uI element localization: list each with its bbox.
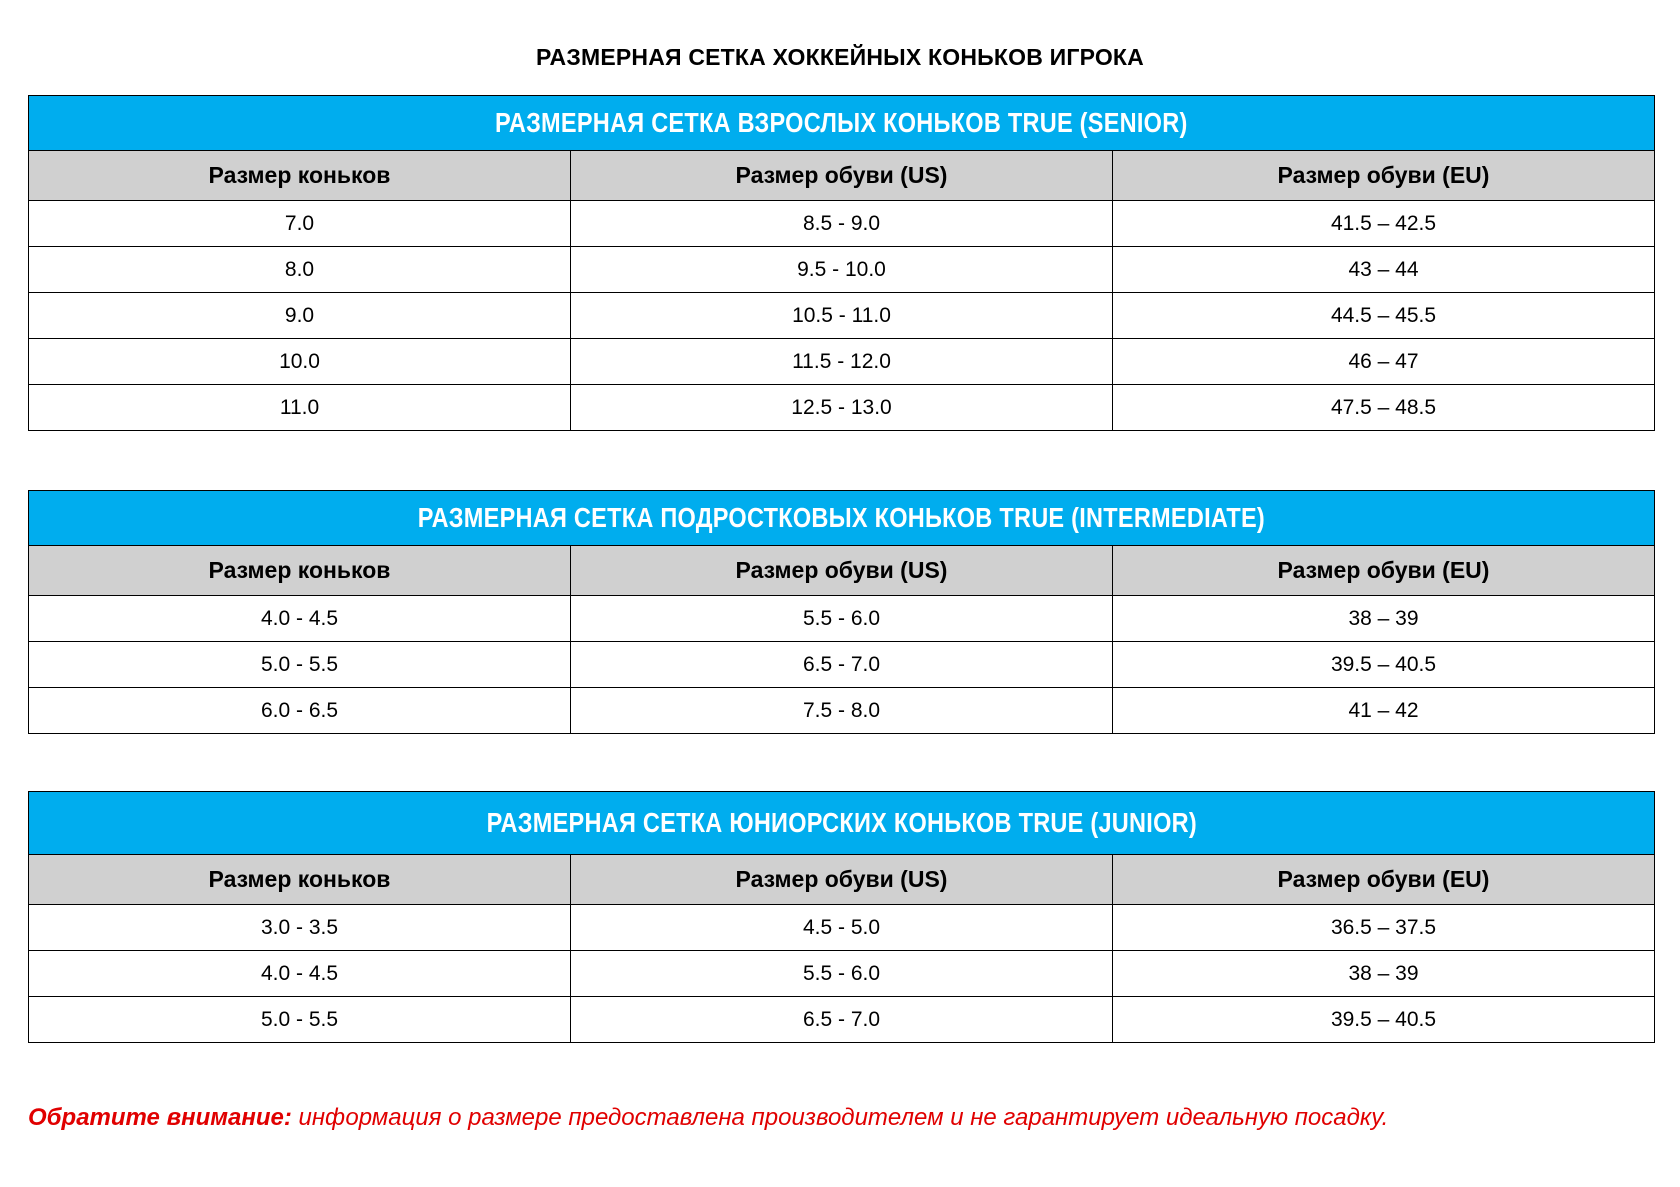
us-size-cell: 11.5 - 12.0 [571,339,1113,385]
eu-size-cell: 36.5 – 37.5 [1113,905,1655,951]
us-size-cell: 6.5 - 7.0 [571,642,1113,688]
eu-size-cell: 46 – 47 [1113,339,1655,385]
table-caption-text: РАЗМЕРНАЯ СЕТКА ЮНИОРСКИХ КОНЬКОВ TRUE (JUNIOR) [486,807,1197,838]
us-size-cell: 12.5 - 13.0 [571,385,1113,431]
column-header-skate-size: Размер коньков [29,855,571,905]
table-row [29,688,1655,734]
table-row [29,997,1655,1043]
column-header-skate-size: Размер коньков [29,546,571,596]
senior-size-table [28,95,1655,431]
column-header-skate-size: Размер коньков [29,151,571,201]
table-row [29,642,1655,688]
eu-size-cell: 39.5 – 40.5 [1113,997,1655,1043]
junior-size-table [28,791,1655,1043]
skate-size-cell: 11.0 [29,385,571,431]
skate-size-cell: 8.0 [29,247,571,293]
column-header-us-size: Размер обуви (US) [571,855,1113,905]
table-row [29,247,1655,293]
skate-size-cell: 4.0 - 4.5 [29,596,571,642]
intermediate-size-table [28,490,1655,734]
eu-size-cell: 41.5 – 42.5 [1113,201,1655,247]
us-size-cell: 5.5 - 6.0 [571,951,1113,997]
column-header-eu-size: Размер обуви (EU) [1113,546,1655,596]
skate-size-cell: 4.0 - 4.5 [29,951,571,997]
column-header-eu-size: Размер обуви (EU) [1113,855,1655,905]
column-header-us-size: Размер обуви (US) [571,546,1113,596]
table-row [29,339,1655,385]
note-label: Обратите внимание: [28,1104,292,1131]
us-size-cell: 6.5 - 7.0 [571,997,1113,1043]
us-size-cell: 10.5 - 11.0 [571,293,1113,339]
table-caption [29,792,1655,855]
eu-size-cell: 44.5 – 45.5 [1113,293,1655,339]
us-size-cell: 8.5 - 9.0 [571,201,1113,247]
note-text: информация о размере предоставлена производителем и не гарантирует идеальную посадку. [291,1104,1389,1131]
us-size-cell: 9.5 - 10.0 [571,247,1113,293]
skate-size-cell: 6.0 - 6.5 [29,688,571,734]
eu-size-cell: 43 – 44 [1113,247,1655,293]
table-row [29,293,1655,339]
us-size-cell: 7.5 - 8.0 [571,688,1113,734]
table-caption-text: РАЗМЕРНАЯ СЕТКА ПОДРОСТКОВЫХ КОНЬКОВ TRUE (INTERMEDIATE) [417,502,1266,533]
table-caption [29,96,1655,151]
skate-size-cell: 3.0 - 3.5 [29,905,571,951]
table-row [29,905,1655,951]
eu-size-cell: 41 – 42 [1113,688,1655,734]
us-size-cell: 4.5 - 5.0 [571,905,1113,951]
skate-size-cell: 5.0 - 5.5 [29,642,571,688]
table-caption-text: РАЗМЕРНАЯ СЕТКА ВЗРОСЛЫХ КОНЬКОВ TRUE (SENIOR) [495,107,1188,138]
eu-size-cell: 38 – 39 [1113,596,1655,642]
column-header-us-size: Размер обуви (US) [571,151,1113,201]
disclaimer-note [28,1104,1388,1132]
table-caption [29,491,1655,546]
table-row [29,596,1655,642]
table-row [29,385,1655,431]
skate-size-cell: 5.0 - 5.5 [29,997,571,1043]
skate-size-cell: 7.0 [29,201,571,247]
skate-size-cell: 9.0 [29,293,571,339]
column-header-eu-size: Размер обуви (EU) [1113,151,1655,201]
skate-size-cell: 10.0 [29,339,571,385]
eu-size-cell: 47.5 – 48.5 [1113,385,1655,431]
table-row [29,201,1655,247]
us-size-cell: 5.5 - 6.0 [571,596,1113,642]
eu-size-cell: 38 – 39 [1113,951,1655,997]
page-title: РАЗМЕРНАЯ СЕТКА ХОККЕЙНЫХ КОНЬКОВ ИГРОКА [536,44,1144,70]
eu-size-cell: 39.5 – 40.5 [1113,642,1655,688]
table-row [29,951,1655,997]
